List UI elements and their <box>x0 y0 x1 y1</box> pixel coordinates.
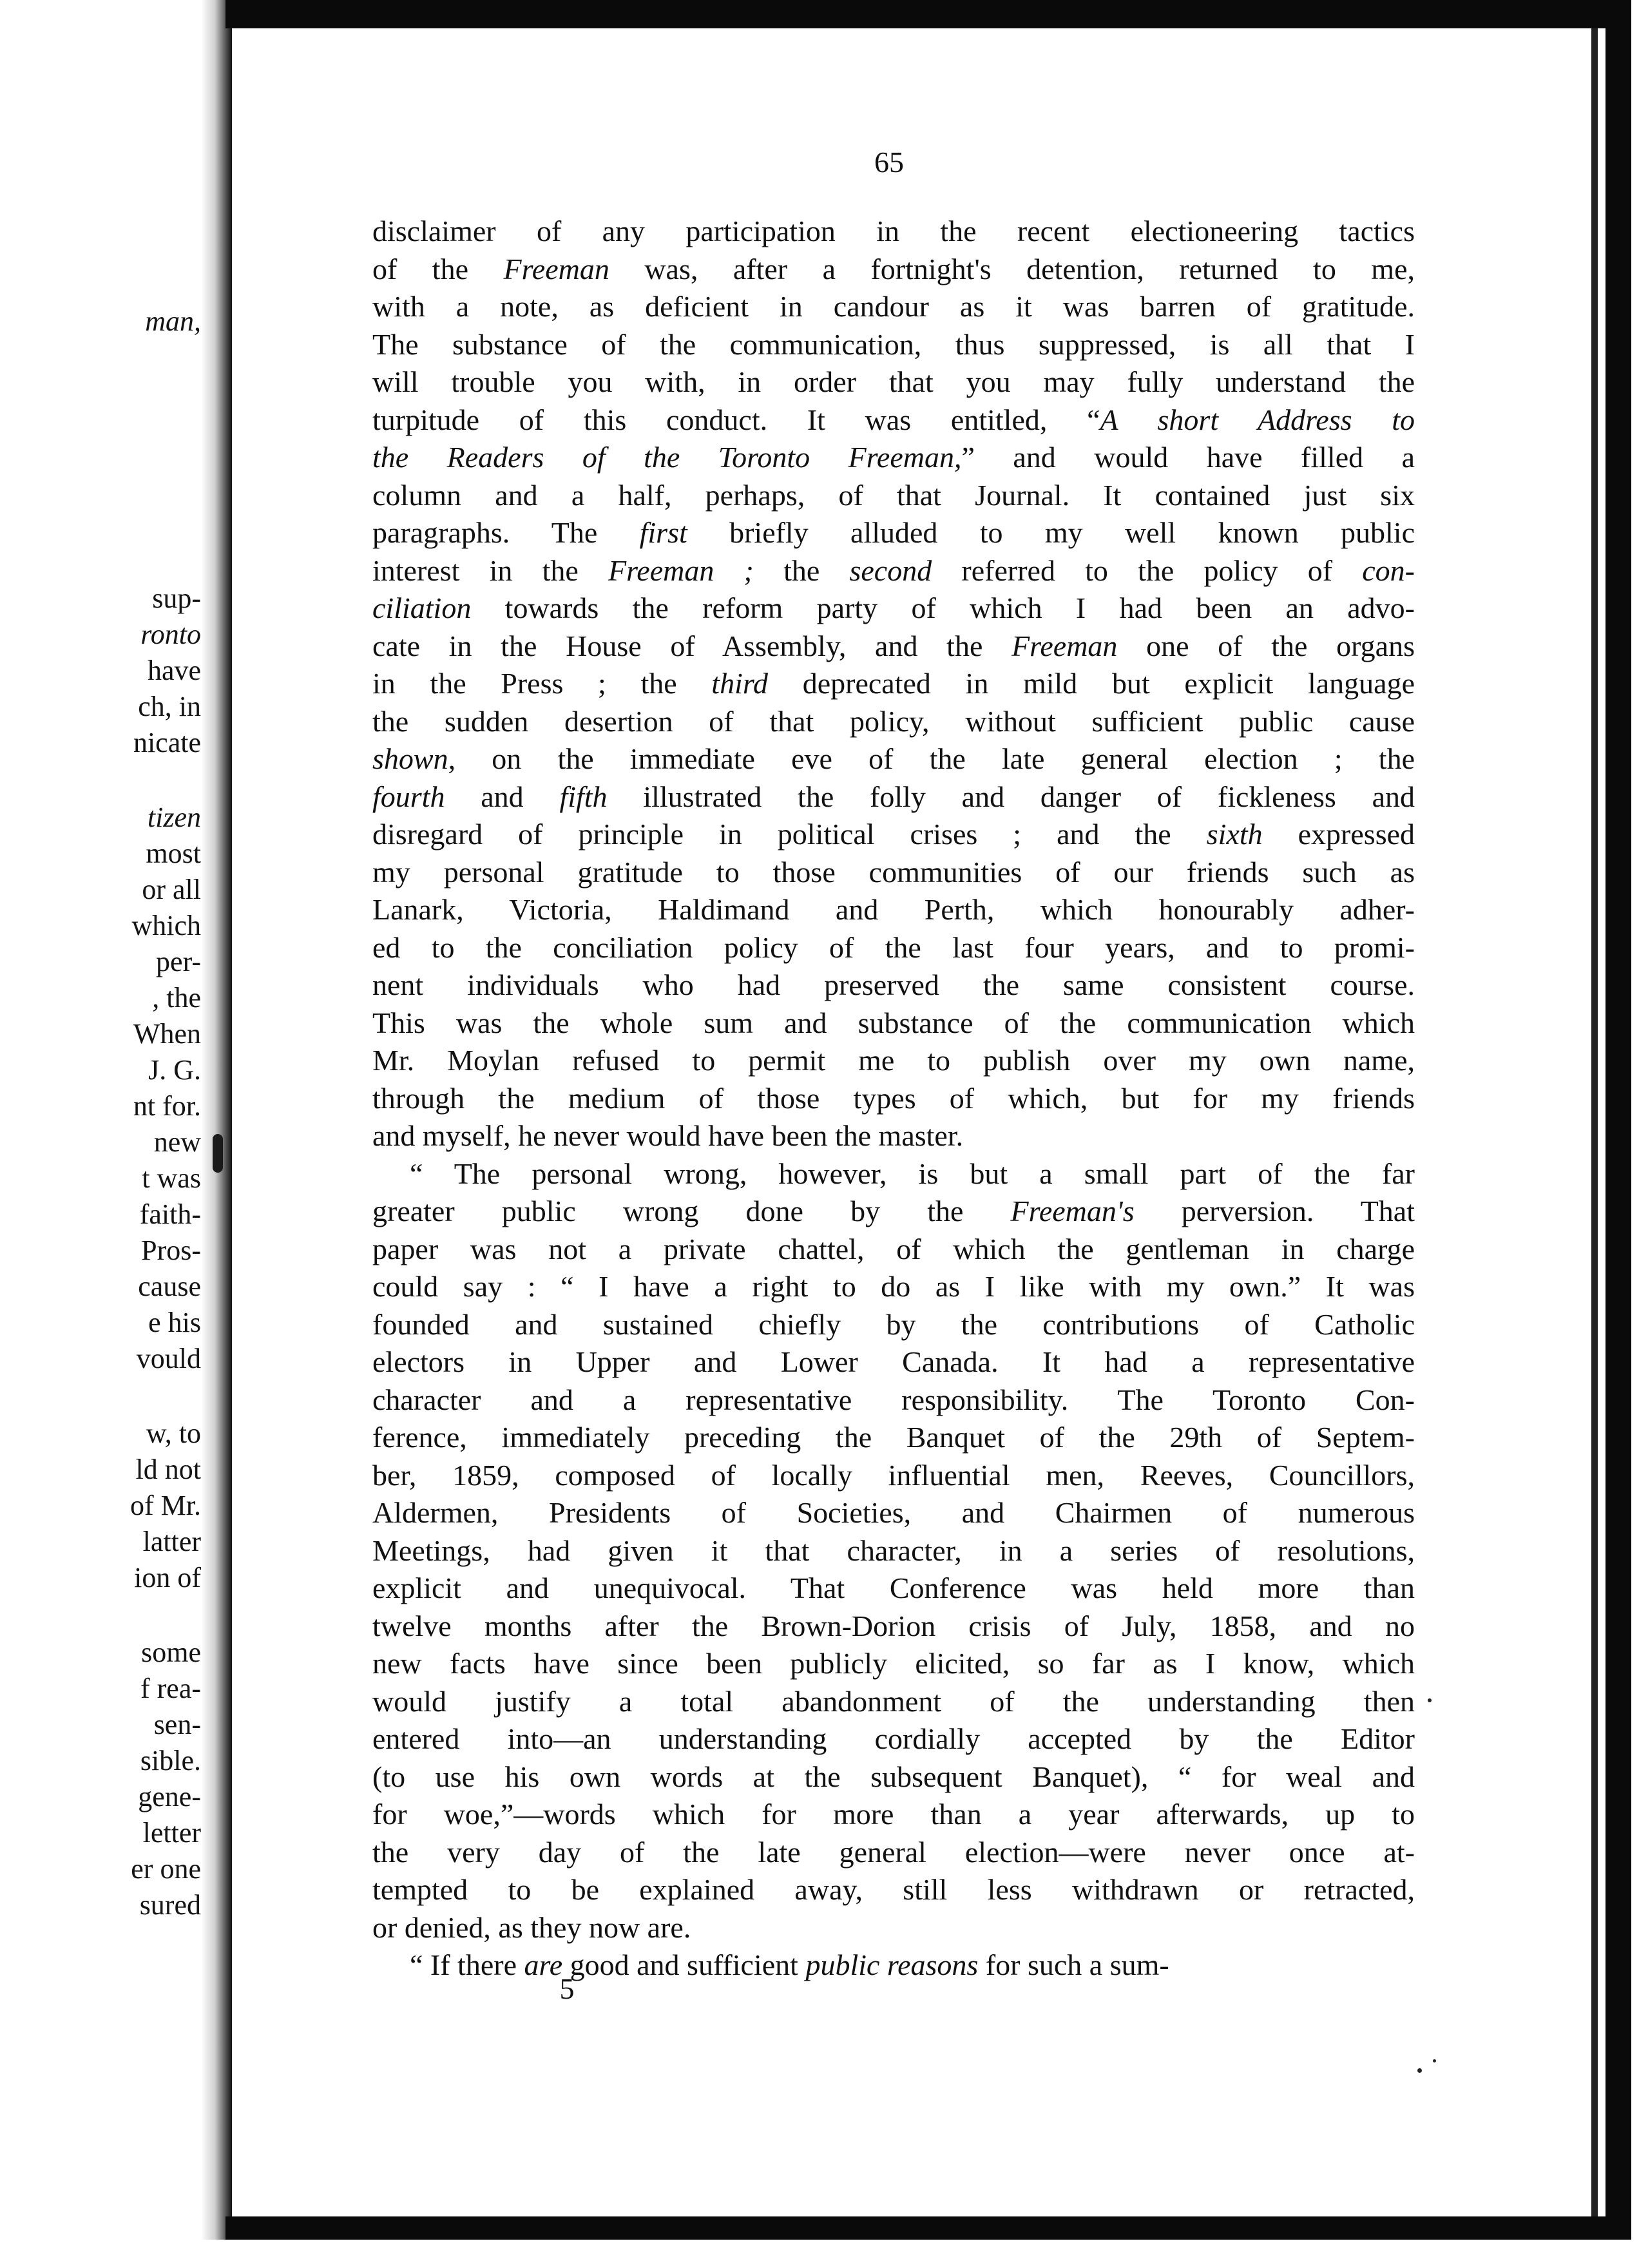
text-line <box>372 966 1415 1004</box>
facing-page-line: nicate <box>133 727 201 758</box>
facing-page-line: e his <box>148 1307 201 1338</box>
facing-page-line: ch, in <box>138 691 201 722</box>
text-run: expressed <box>1262 818 1415 850</box>
facing-page-line: of Mr. <box>130 1490 201 1521</box>
text-line <box>372 477 1415 515</box>
text-run: Aldermen, Presidents of Societies, and Chairmen of numerous <box>372 1496 1415 1529</box>
text-run: was, after a fortnight's detention, returned to me, <box>609 252 1415 285</box>
text-run: perversion. That <box>1134 1195 1415 1227</box>
italic-run: fourth <box>372 780 445 813</box>
text-line <box>372 213 1415 251</box>
facing-page-line: per- <box>156 946 201 977</box>
text-line <box>372 1457 1415 1495</box>
facing-page-line: J. G. <box>148 1054 201 1086</box>
text-run: cate in the House of Assembly, and the <box>372 629 1012 662</box>
facing-page-line: ion of <box>134 1562 201 1593</box>
text-run: twelve months after the Brown-Dorion crisis of July, 1858, and no <box>372 1609 1415 1642</box>
text-line <box>372 1758 1415 1796</box>
facing-page-line: Pros- <box>141 1235 201 1266</box>
text-run: nent individuals who had preserved the same consistent course. <box>372 968 1415 1001</box>
text-run: paper was not a private chattel, of which the gentleman in charge <box>372 1232 1415 1265</box>
text-run: column and a half, perhaps, of that Journal. It contained just six <box>372 478 1415 512</box>
text-run: Meetings, had given it that character, in a series of resolutions, <box>372 1533 1415 1567</box>
text-run: with a note, as deficient in candour as it was barren of gratitude. <box>372 290 1415 323</box>
scan-border-right-inner <box>1591 28 1598 2219</box>
facing-page-line: or all <box>142 874 201 905</box>
text-line <box>372 1532 1415 1570</box>
text-line <box>372 1494 1415 1532</box>
text-run: “ The personal wrong, however, is but a small part of the far <box>410 1157 1415 1190</box>
text-run: and myself, he never would have been the master. <box>372 1119 964 1152</box>
facing-page-line: sured <box>139 1889 201 1921</box>
text-run: Lanark, Victoria, Haldimand and Perth, which honourably adher- <box>372 893 1415 926</box>
ribbon-mark-icon <box>213 1134 223 1173</box>
italic-run: shown, <box>372 742 456 775</box>
facing-page-line: w, to <box>146 1418 201 1449</box>
facing-page-line: When <box>133 1018 201 1050</box>
page-number: 65 <box>874 146 904 178</box>
text-run: tempted to be explained away, still less withdrawn or retracted, <box>372 1873 1415 1906</box>
text-line <box>372 1871 1415 1909</box>
text-run: in the Press ; the <box>372 667 712 700</box>
italic-run: Freeman's <box>1010 1195 1135 1227</box>
body-text <box>372 213 1415 1984</box>
facing-page-line: some <box>141 1637 201 1668</box>
facing-page-line: gene- <box>138 1781 201 1812</box>
italic-run: sixth <box>1206 818 1263 850</box>
text-line <box>372 1268 1415 1306</box>
text-line <box>372 1117 1415 1155</box>
text-line <box>372 552 1415 590</box>
italic-run: second <box>849 553 932 587</box>
text-run: could say : “ I have a right to do as I like with my own.” It was <box>372 1270 1415 1303</box>
text-run: The substance of the communication, thus suppressed, is all that I <box>372 327 1415 361</box>
text-run: “ If there <box>410 1948 524 1981</box>
facing-page-line: f rea- <box>140 1673 201 1704</box>
text-run: the very day of the late general election—were never once at- <box>372 1835 1415 1869</box>
text-run: ” and would have filled a <box>961 441 1415 474</box>
text-run: character and a representative responsibility. The Toronto Con- <box>372 1383 1415 1416</box>
scan-border-right <box>1605 0 1631 2240</box>
italic-run: con- <box>1362 553 1415 587</box>
text-line <box>372 891 1415 929</box>
text-line <box>372 703 1415 741</box>
italic-run: fifth <box>559 780 608 813</box>
speck-mark-icon <box>1417 2068 1422 2073</box>
text-line <box>372 929 1415 967</box>
text-run: ber, 1859, composed of locally influential men, Reeves, Councillors, <box>372 1458 1415 1492</box>
italic-run: third <box>711 667 769 700</box>
text-run: paragraphs. The <box>372 516 640 549</box>
facing-page-line: faith- <box>139 1198 201 1230</box>
scan-border-top <box>225 0 1617 28</box>
text-line <box>372 1004 1415 1043</box>
facing-page-line: ronto <box>140 619 201 650</box>
text-run: turpitude of this conduct. It was entitled, “ <box>372 403 1100 436</box>
facing-page-line: sen- <box>153 1709 201 1740</box>
text-line <box>372 1720 1415 1758</box>
text-run: entered into—an understanding cordially accepted by the Editor <box>372 1722 1415 1755</box>
printer-signature-mark: 5 <box>559 1972 575 2005</box>
text-line <box>372 439 1415 477</box>
text-line <box>372 1570 1415 1608</box>
text-line <box>372 363 1415 401</box>
text-run: new facts have since been publicly elicited, so far as I know, which <box>372 1647 1415 1680</box>
facing-page-line: vould <box>136 1343 201 1374</box>
text-line <box>372 1231 1415 1269</box>
text-line <box>372 1683 1415 1721</box>
text-run: This was the whole sum and substance of the communication which <box>372 1006 1415 1039</box>
text-run: of the <box>372 252 504 285</box>
text-line <box>372 1419 1415 1457</box>
text-run: would justify a total abandonment of the understanding then <box>372 1684 1415 1718</box>
text-run: the sudden desertion of that policy, without sufficient public cause <box>372 704 1415 738</box>
text-line <box>372 1645 1415 1683</box>
text-run: disregard of principle in political crises ; and the <box>372 818 1207 850</box>
italic-run: A short Address to <box>1100 403 1415 436</box>
text-run: and <box>445 780 560 813</box>
text-line <box>372 401 1415 439</box>
text-line <box>372 1608 1415 1646</box>
facing-page-line: have <box>147 655 201 686</box>
text-line <box>372 1193 1415 1231</box>
speck-mark-icon <box>1433 2059 1436 2062</box>
text-line <box>372 514 1415 552</box>
text-run: for such a sum- <box>978 1948 1169 1981</box>
text-run: on the immediate eve of the late general election ; the <box>455 742 1415 775</box>
text-run: through the medium of those types of which, but for my friends <box>372 1081 1415 1115</box>
text-run: illustrated the folly and danger of fickleness and <box>607 780 1415 813</box>
italic-run: public reasons <box>805 1948 979 1981</box>
text-run: ference, immediately preceding the Banquet of the 29th of Septem- <box>372 1421 1415 1454</box>
text-run: one of the organs <box>1117 629 1415 662</box>
italic-run: first <box>639 516 687 549</box>
text-line <box>372 288 1415 326</box>
text-run: referred to the policy of <box>932 553 1363 587</box>
facing-page-line: sible. <box>140 1745 201 1776</box>
text-run: or denied, as they now are. <box>372 1910 691 1944</box>
facing-page-line: cause <box>138 1271 201 1302</box>
text-run: good and sufficient <box>562 1948 806 1981</box>
text-line <box>372 778 1415 816</box>
facing-page-line: sup- <box>152 582 201 614</box>
speck-mark-icon <box>1428 1698 1432 1702</box>
facing-page-line: man, <box>145 305 201 337</box>
text-line <box>372 251 1415 289</box>
italic-run: Freeman <box>1011 629 1118 662</box>
facing-page-line: letter <box>142 1817 201 1849</box>
text-line <box>372 1343 1415 1381</box>
italic-run: are <box>524 1948 563 1981</box>
text-run: electors in Upper and Lower Canada. It had a representative <box>372 1345 1415 1378</box>
text-line <box>372 628 1415 666</box>
text-run: deprecated in mild but explicit language <box>768 667 1415 700</box>
facing-page-line: latter <box>142 1526 201 1557</box>
text-line <box>372 816 1415 854</box>
facing-page-line: which <box>131 910 201 941</box>
book-gutter <box>201 0 232 2240</box>
italic-run: the Readers of the Toronto Freeman, <box>372 441 962 474</box>
text-run: briefly alluded to my well known public <box>687 516 1415 549</box>
text-line <box>372 1155 1415 1193</box>
facing-page-line: t was <box>142 1162 201 1194</box>
italic-run: Freeman ; <box>608 553 754 587</box>
scan-border-bottom <box>225 2216 1631 2240</box>
facing-page-line: , the <box>152 982 201 1014</box>
text-line <box>372 1946 1415 1984</box>
facing-page-line: ld not <box>135 1454 201 1485</box>
text-run: my personal gratitude to those communities of our friends such as <box>372 855 1415 889</box>
facing-page-line: tizen <box>147 802 201 833</box>
facing-page-line: nt for. <box>133 1090 201 1122</box>
facing-page-line: er one <box>131 1853 201 1885</box>
text-line <box>372 1381 1415 1419</box>
text-line <box>372 326 1415 364</box>
text-line <box>372 1042 1415 1080</box>
text-run: interest in the <box>372 553 608 587</box>
text-run: ed to the conciliation policy of the last four years, and to promi- <box>372 930 1415 964</box>
facing-page-line: new <box>153 1126 201 1158</box>
text-run: greater public wrong done by the <box>372 1195 1011 1227</box>
text-run: the <box>753 553 850 587</box>
facing-page-line: most <box>146 838 201 869</box>
italic-run: Freeman <box>503 252 609 285</box>
text-line <box>372 590 1415 628</box>
text-run: founded and sustained chiefly by the contributions of Catholic <box>372 1307 1415 1341</box>
text-run: for woe,”—words which for more than a year afterwards, up to <box>372 1798 1415 1831</box>
italic-run: ciliation <box>372 591 472 624</box>
facing-page-fragment <box>0 0 201 2240</box>
text-run: disclaimer of any participation in the recent electioneering tactics <box>372 215 1415 247</box>
text-run: will trouble you with, in order that you may fully understand the <box>372 365 1415 398</box>
text-line <box>372 854 1415 892</box>
text-run: explicit and unequivocal. That Conference was held more than <box>372 1571 1415 1604</box>
text-line <box>372 665 1415 703</box>
text-run: Mr. Moylan refused to permit me to publish over my own name, <box>372 1044 1415 1077</box>
text-line <box>372 1796 1415 1834</box>
text-line <box>372 740 1415 778</box>
text-line <box>372 1834 1415 1872</box>
text-run: (to use his own words at the subsequent Banquet), “ for weal and <box>372 1760 1415 1793</box>
text-line <box>372 1080 1415 1118</box>
text-run: towards the reform party of which I had been an advo- <box>471 591 1415 624</box>
text-line <box>372 1909 1415 1947</box>
text-line <box>372 1306 1415 1344</box>
